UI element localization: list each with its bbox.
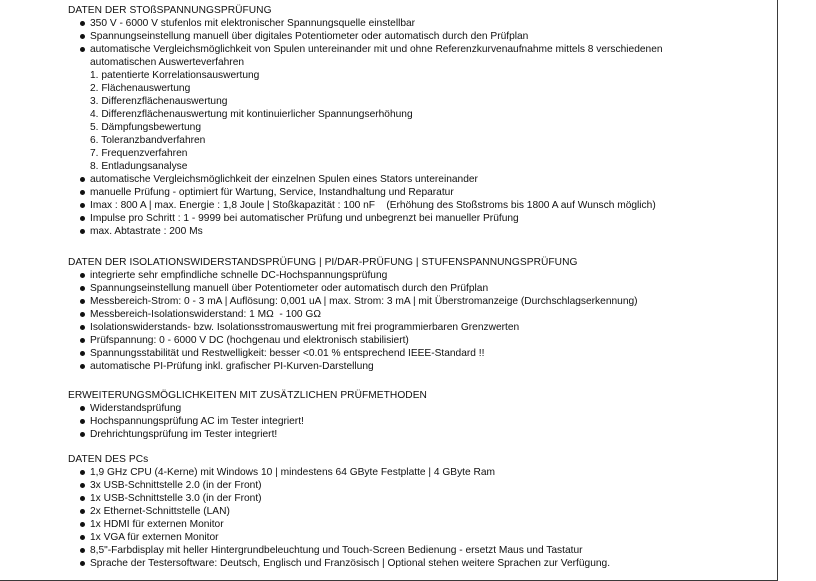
list-item: Messbereich-Strom: 0 - 3 mA | Auflösung: 0,001 uA | max. Strom: 3 mA | mit Überstromanzeige (Durchschlagserkennung) [68, 295, 768, 308]
bullet-list [68, 466, 768, 570]
method-item: 8. Entladungsanalyse [90, 161, 188, 172]
section-impulse-test [68, 4, 768, 238]
section-title: DATEN DES PCs [68, 454, 149, 465]
section-pc-data [68, 453, 768, 570]
bullet-list [68, 269, 768, 373]
list-item: automatische Vergleichsmöglichkeit von Spulen untereinander mit und ohne Referenzkurvenaufnahme mittels 8 verschiedenen automatischen Auswerteverfahren 1. patentierte Korrelationsauswertung 2. Flächenauswertung 3. Differenzflächenauswertung 4. Differenzflächenauswertung mit kontinuierlicher Spannungserhöhung 5. Dämpfungsbewertung 6. Toleranzbandverfahren 7. Frequenzverfahren 8. Entladungsanalyse [68, 43, 768, 173]
list-item: Widerstandsprüfung [68, 402, 768, 415]
list-item: 1x USB-Schnittstelle 3.0 (in der Front) [68, 492, 768, 505]
list-item: Isolationswiderstands- bzw. Isolationsstromauswertung mit frei programmierbaren Grenzwerten [68, 321, 768, 334]
list-item: Drehrichtungsprüfung im Tester integriert! [68, 428, 768, 441]
list-item: Messbereich-Isolationswiderstand: 1 MΩ - 100 GΩ [68, 308, 768, 321]
list-item: Spannungseinstellung manuell über digitales Potentiometer oder automatisch durch den Prüfplan [68, 30, 768, 43]
list-item: Hochspannungsprüfung AC im Tester integriert! [68, 415, 768, 428]
method-item: 7. Frequenzverfahren [90, 148, 188, 159]
evaluation-method-list [90, 69, 768, 173]
section-insulation-test [68, 256, 768, 373]
list-item: 3x USB-Schnittstelle 2.0 (in der Front) [68, 479, 768, 492]
list-item: Sprache der Testersoftware: Deutsch, Englisch und Französisch | Optional stehen weitere Sprachen zur Verfügung. [68, 557, 768, 570]
list-item: 1,9 GHz CPU (4-Kerne) mit Windows 10 | mindestens 64 GByte Festplatte | 4 GByte Ram [68, 466, 768, 479]
list-item: automatische PI-Prüfung inkl. grafischer PI-Kurven-Darstellung [68, 360, 768, 373]
list-item: 350 V - 6000 V stufenlos mit elektronischer Spannungsquelle einstellbar [68, 17, 768, 30]
list-item: Spannungseinstellung manuell über Potentiometer oder automatisch durch den Prüfplan [68, 282, 768, 295]
list-item: Impulse pro Schritt : 1 - 9999 bei automatischer Prüfung und unbegrenzt bei manueller Prüfung [68, 212, 768, 225]
list-item: 8,5"-Farbdisplay mit heller Hintergrundbeleuchtung und Touch-Screen Bedienung - ersetzt Maus und Tastatur [68, 544, 768, 557]
section-title: ERWEITERUNGSMÖGLICHKEITEN MIT ZUSÄTZLICHEN PRÜFMETHODEN [68, 390, 427, 401]
section-extensions [68, 389, 768, 441]
list-item: Imax : 800 A | max. Energie : 1,8 Joule | Stoßkapazität : 100 nF (Erhöhung des Stoßstroms bis 1800 A auf Wunsch möglich) [68, 199, 768, 212]
method-item: 1. patentierte Korrelationsauswertung [90, 70, 260, 81]
list-item: manuelle Prüfung - optimiert für Wartung, Service, Instandhaltung und Reparatur [68, 186, 768, 199]
list-item: automatische Vergleichsmöglichkeit der einzelnen Spulen eines Stators untereinander [68, 173, 768, 186]
method-item: 3. Differenzflächenauswertung [90, 96, 228, 107]
list-item: Spannungsstabilität und Restwelligkeit: besser <0.01 % entsprechend IEEE-Standard !! [68, 347, 768, 360]
bullet-list [68, 17, 768, 238]
section-title: DATEN DER STOßSPANNUNGSPRÜFUNG [68, 5, 272, 16]
list-item: max. Abtastrate : 200 Ms [68, 225, 768, 238]
method-item: 4. Differenzflächenauswertung mit kontinuierlicher Spannungserhöhung [90, 109, 413, 120]
method-item: 6. Toleranzbandverfahren [90, 135, 206, 146]
section-title: DATEN DER ISOLATIONSWIDERSTANDSPRÜFUNG | PI/DAR-PRÜFUNG | STUFENSPANNUNGSPRÜFUNG [68, 257, 578, 268]
bullet-list [68, 402, 768, 441]
list-item: Prüfspannung: 0 - 6000 V DC (hochgenau und elektronisch stabilisiert) [68, 334, 768, 347]
list-item: 2x Ethernet-Schnittstelle (LAN) [68, 505, 768, 518]
list-item: integrierte sehr empfindliche schnelle DC-Hochspannungsprüfung [68, 269, 768, 282]
list-item: 1x HDMI für externen Monitor [68, 518, 768, 531]
method-item: 2. Flächenauswertung [90, 83, 191, 94]
method-item: 5. Dämpfungsbewertung [90, 122, 201, 133]
list-item: 1x VGA für externen Monitor [68, 531, 768, 544]
